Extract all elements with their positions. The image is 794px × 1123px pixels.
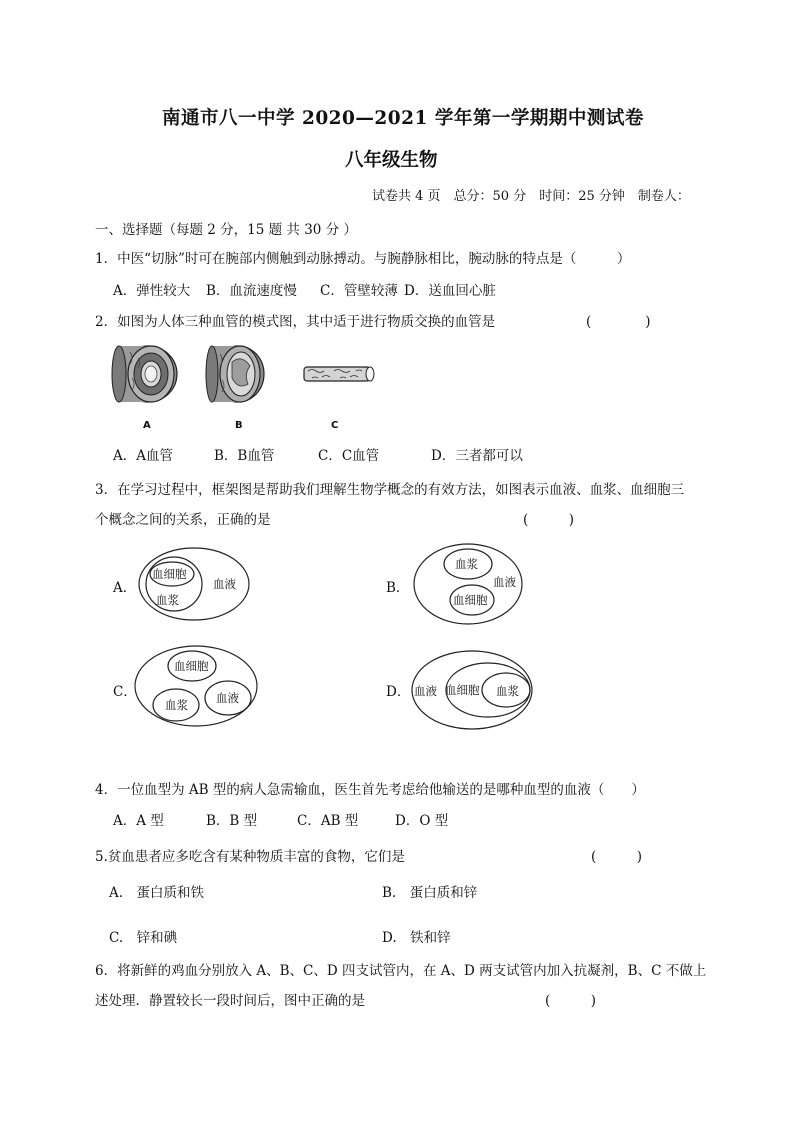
q1-option-d[interactable]: D．送血回心脏 [404, 283, 496, 299]
q4-option-a[interactable]: A．A 型 [113, 813, 164, 829]
q3-option-b-diagram[interactable] [410, 542, 530, 626]
q5-option-c[interactable]: C. 锌和碘 [109, 930, 178, 946]
q3c-label-1: 血细胞 [174, 659, 209, 673]
q3d-label-1: 血液 [414, 684, 437, 698]
q3a-label-1: 血细胞 [152, 567, 187, 581]
q2-answer-bracket[interactable]: ( ) [586, 314, 651, 330]
q5-option-d[interactable]: D. 铁和锌 [382, 930, 451, 946]
q6-answer-bracket[interactable]: ( ) [545, 993, 597, 1009]
exam-subtitle: 八年级生物 [345, 150, 438, 171]
q4-option-c[interactable]: C．AB 型 [297, 813, 359, 829]
q3-option-d-letter[interactable]: D． [386, 684, 411, 700]
q3-option-c-diagram[interactable] [132, 644, 262, 730]
q5-option-a[interactable]: A. 蛋白质和铁 [109, 885, 205, 901]
q5-answer-bracket[interactable]: ( ) [591, 849, 643, 865]
question-2-stem: 2．如图为人体三种血管的模式图，其中适于进行物质交换的血管是 [95, 314, 496, 330]
question-6-stem-line1: 6．将新鲜的鸡血分别放入 A、B、C、D 四支试管内，在 A、D 两支试管内加入抗凝剂，B、C 不做上 [95, 963, 707, 979]
q2-option-d[interactable]: D．三者都可以 [431, 448, 523, 464]
question-4-stem: 4．一位血型为 AB 型的病人急需输血，医生首先考虑给他输送的是哪种血型的血液（ ） [95, 782, 645, 798]
artery-diagram [112, 346, 177, 402]
exam-meta: 试卷共 4 页 总分：50 分 时间：25 分钟 制卷人： [372, 189, 690, 204]
exam-title: 南通市八一中学 2020—2021 学年第一学期期中测试卷 [162, 108, 644, 129]
section-heading: 一、选择题（每题 2 分，15 题 共 30 分 ） [95, 222, 357, 238]
q2-option-c[interactable]: C．C血管 [318, 448, 380, 464]
question-1-stem: 1．中医“切脉”时可在腕部内侧触到动脉搏动。与腕静脉相比，腕动脉的特点是（ ） [95, 251, 631, 267]
q3a-label-3: 血液 [213, 577, 236, 591]
q3d-label-2: 血细胞 [445, 683, 480, 697]
q4-option-b[interactable]: B．B 型 [206, 813, 258, 829]
q3b-label-2: 血细胞 [453, 593, 488, 607]
q3c-label-3: 血液 [216, 691, 239, 705]
q1-option-b[interactable]: B．血流速度慢 [206, 283, 297, 299]
question-6-stem-line2: 述处理．静置较长一段时间后，图中正确的是 [95, 993, 365, 1009]
question-3-stem-line1: 3．在学习过程中，框架图是帮助我们理解生物学概念的有效方法，如图表示血液、血浆、血细胞三 [95, 482, 685, 498]
q3d-label-3: 血浆 [496, 684, 519, 698]
question-5-stem: 5.贫血患者应多吃含有某种物质丰富的食物，它们是 [95, 849, 405, 865]
q1-option-a[interactable]: A．弹性较大 [113, 283, 191, 299]
q3-option-c-letter[interactable]: C． [113, 684, 137, 700]
q2-option-a[interactable]: A．A血管 [113, 448, 173, 464]
q3-option-d-diagram[interactable] [408, 648, 538, 732]
figure-label-a: A [143, 420, 151, 431]
figure-label-c: C [331, 420, 339, 431]
q3b-label-1: 血浆 [455, 557, 478, 571]
q3-option-a-diagram[interactable] [136, 546, 256, 626]
q3-answer-bracket[interactable]: ( ) [523, 512, 575, 528]
q3-option-b-letter[interactable]: B． [386, 580, 410, 596]
q3a-label-2: 血浆 [156, 593, 179, 607]
figure-label-b: B [235, 420, 243, 431]
q4-option-d[interactable]: D．O 型 [395, 813, 449, 829]
q2-option-b[interactable]: B．B血管 [214, 448, 275, 464]
vein-diagram [206, 346, 264, 402]
q3c-label-2: 血浆 [165, 698, 188, 712]
capillary-diagram [304, 367, 374, 381]
question-3-stem-line2: 个概念之间的关系，正确的是 [95, 512, 271, 528]
q3-option-a-letter[interactable]: A． [113, 580, 137, 596]
q3b-label-3: 血液 [493, 575, 516, 589]
q5-option-b[interactable]: B. 蛋白质和锌 [382, 885, 478, 901]
q2-vessel-figure [108, 338, 398, 438]
q1-option-c[interactable]: C．管壁较薄 [320, 283, 398, 299]
